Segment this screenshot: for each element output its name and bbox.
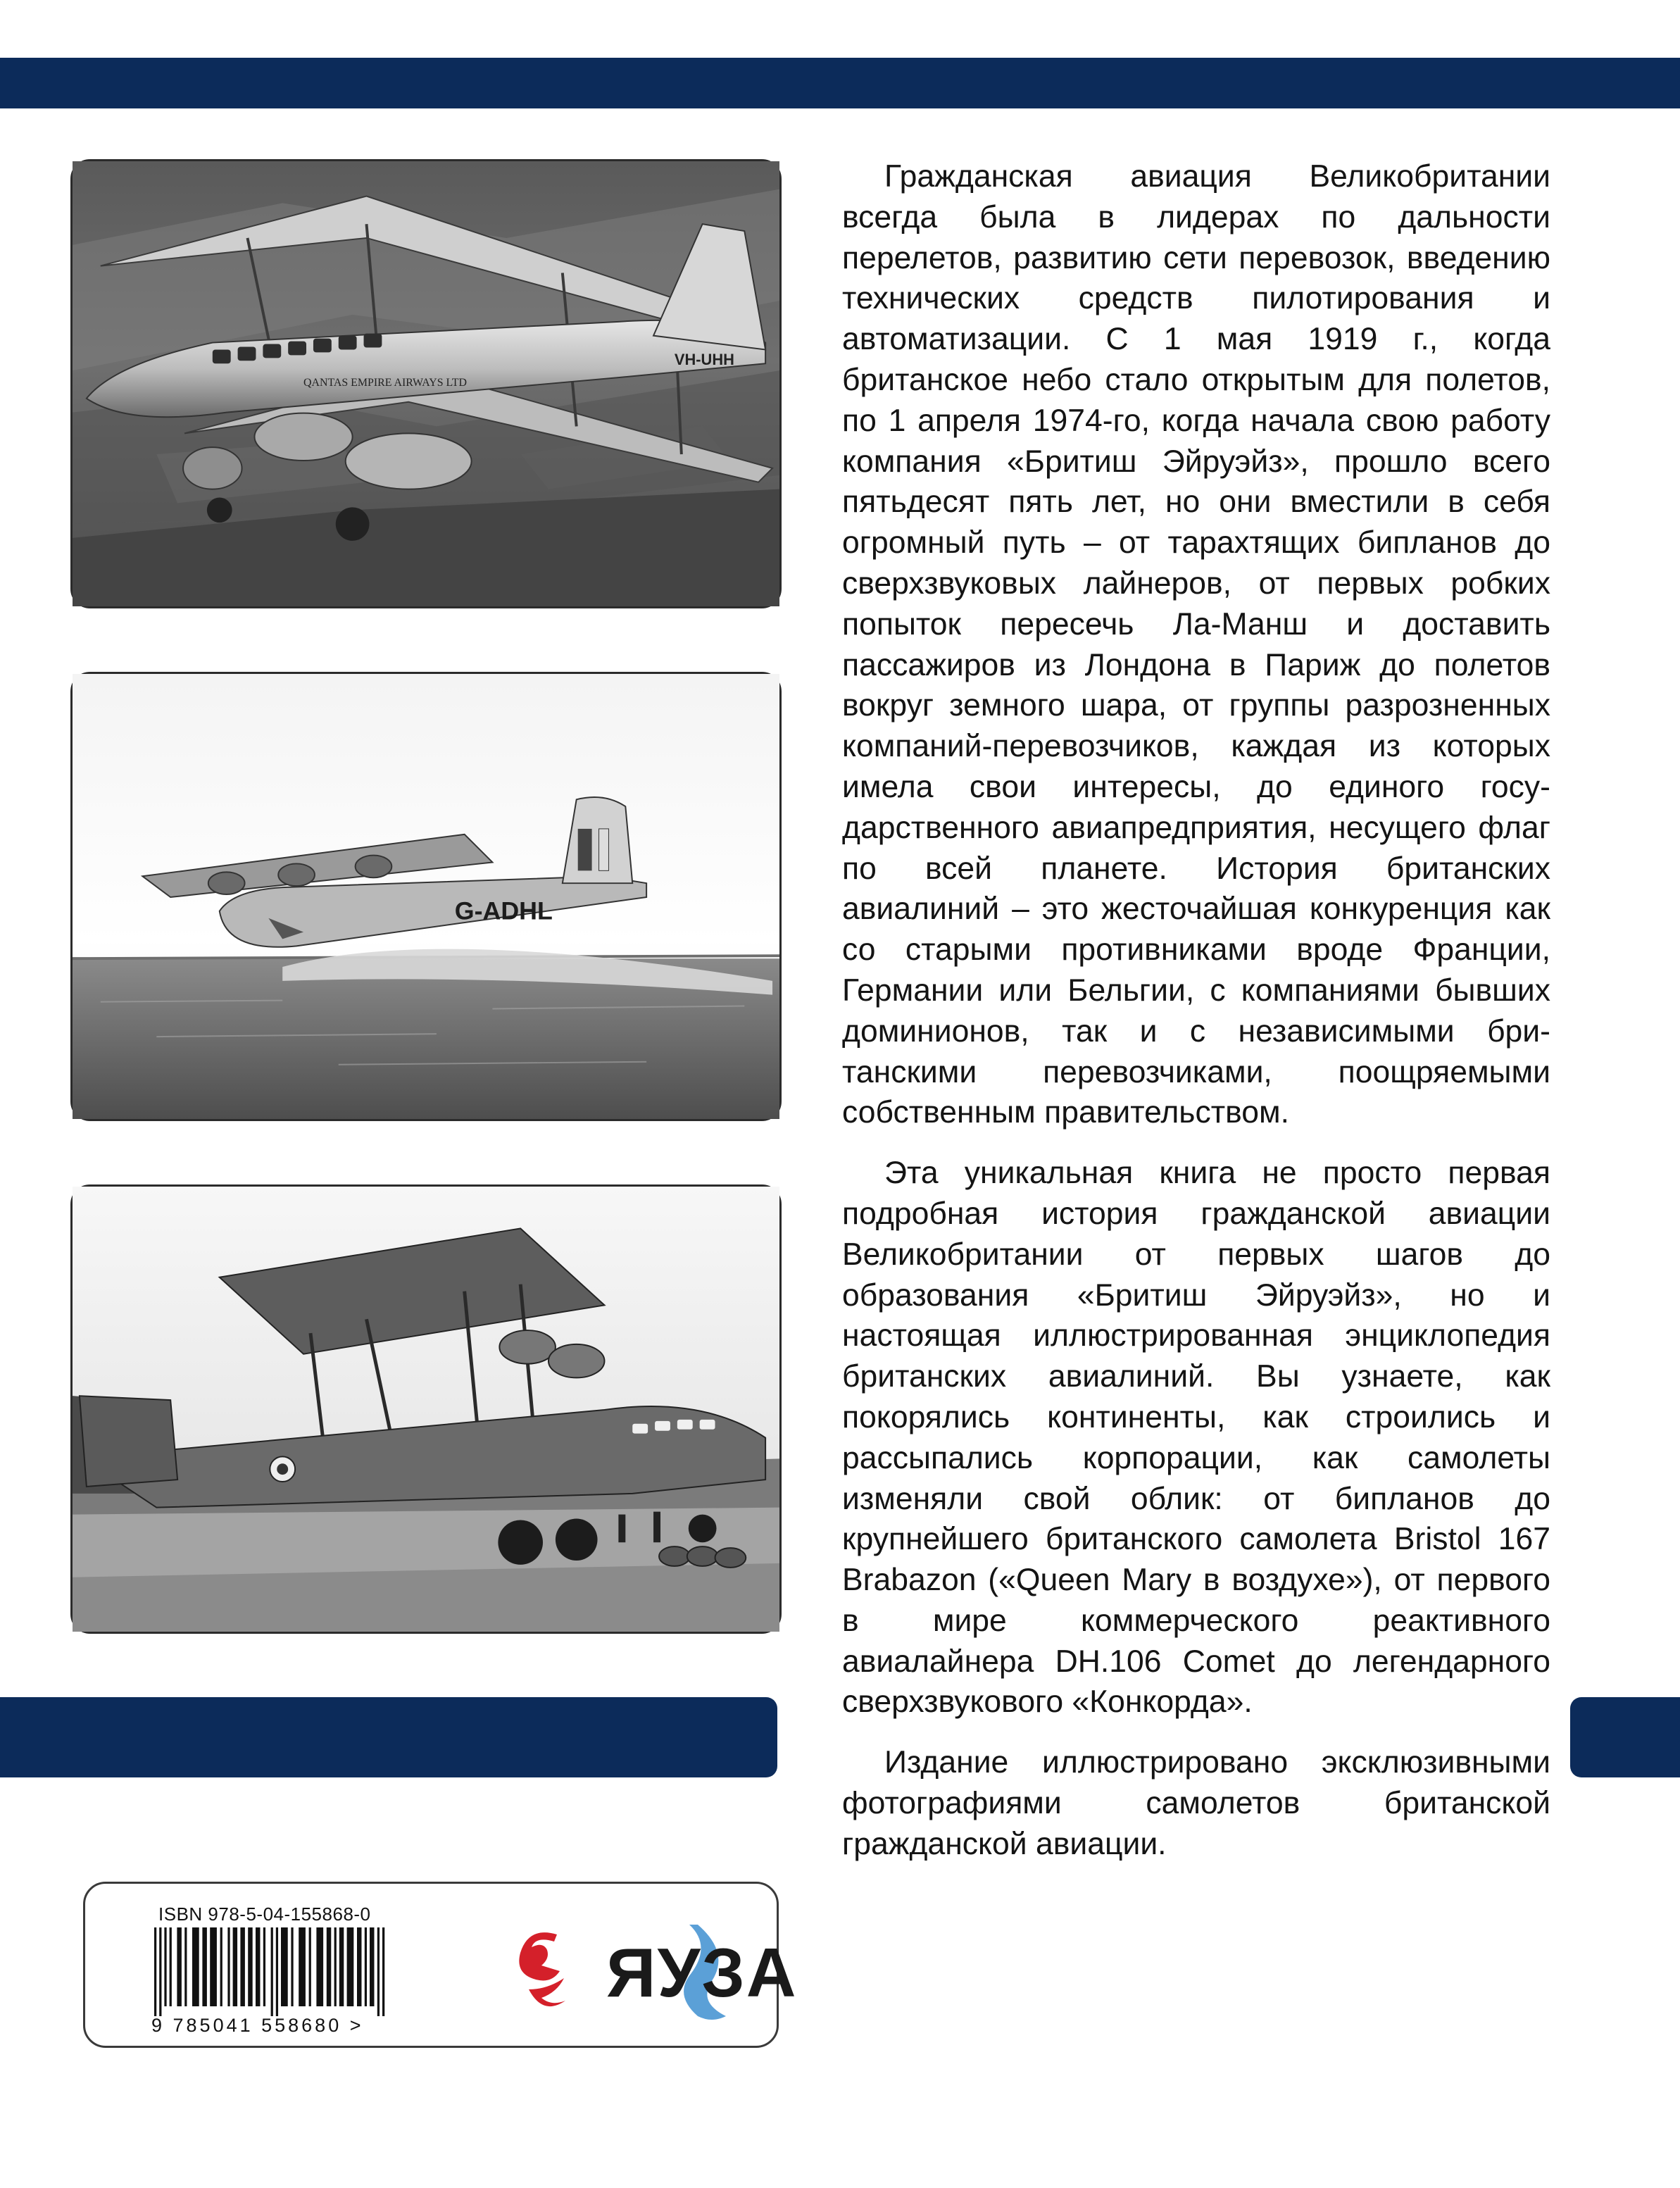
bottom-right-color-band: [1570, 1697, 1680, 1777]
de-havilland-dh86-airliner-photo: [70, 159, 782, 608]
eksmo-logo-icon: [508, 1922, 575, 2019]
bottom-left-color-band: [0, 1697, 777, 1777]
top-color-band: [0, 58, 1680, 108]
short-empire-flying-boat-photo: [70, 672, 782, 1121]
description-paragraph-3: Издание иллюстрировано эксклюзивными фотографиями самолетов британской гражданской авиации.: [842, 1745, 1550, 1861]
registration-text: G-ADHL: [454, 896, 553, 925]
description-paragraph-1: Гражданская авиация Великобритании всегда была в лидерах по дальности перелетов, развитию сети перевозок, введению технических средств пилотирования и автоматизации. С 1 мая 1919 г., когда британское небо стало открытым для полетов, по 1 апреля 1974-го, когда начала свою работу компания «Бритиш Эйруэйз», прошло всего пятьдесят пять лет, но они вместили в себя огромный путь – от тарахтящих бипланов до сверхзвуковых лайнеров, от первых робких попыток пересечь Ла-Манш и доставить пассажиров из Лондона в Париж до полетов вокруг земного шара, от группы разрозненных компаний-перевозчиков, каждая из которых имела свои интересы, до единого государственного авиапредприятия, несущего флаг по всей планете. История британских авиалиний – это жесточайшая конкуренция как со старыми противниками вроде Франции, Германии или Бельгии, с компаниями бывших доминионов, так и с независимыми британскими перевозчиками, поощряемыми собственным правительством.: [842, 159, 1550, 1130]
isbn-label: ISBN 978-5-04-155868-0: [158, 1903, 371, 1925]
registration-text: VH-UHH: [674, 351, 734, 369]
fuselage-text: QANTAS EMPIRE AIRWAYS LTD: [303, 376, 467, 389]
barcode-digits: 9 785041 558680 >: [151, 2015, 364, 2036]
handley-page-hp42-biplane-photo: [70, 1184, 782, 1634]
yauza-logo-text: ЯУЗА: [606, 1934, 798, 2011]
barcode-icon: [151, 1927, 461, 2016]
yauza-logo-icon: [606, 1918, 798, 2023]
description-text-column: [842, 156, 1550, 1884]
barcode-panel: [83, 1882, 798, 2048]
description-paragraph-2: Эта уникальная книга не просто первая подробная история гражданской авиации Великобритании от первых шагов до образования «Бритиш Эйруэйз», но и настоящая иллюстрированная энциклопедия британских авиалиний. Вы узнаете, как покорялись континенты, как строились и рассыпались корпорации, как самолеты изменяли свой облик: от бипланов до крупнейшего британского самолета Bristol 167 Brabazon («Queen Mary в воздухе»), от первого в мире коммерческого реактивного авиалайнера DH.106 Comet до легендарного сверхзвукового «Конкорда».: [842, 1156, 1550, 1720]
